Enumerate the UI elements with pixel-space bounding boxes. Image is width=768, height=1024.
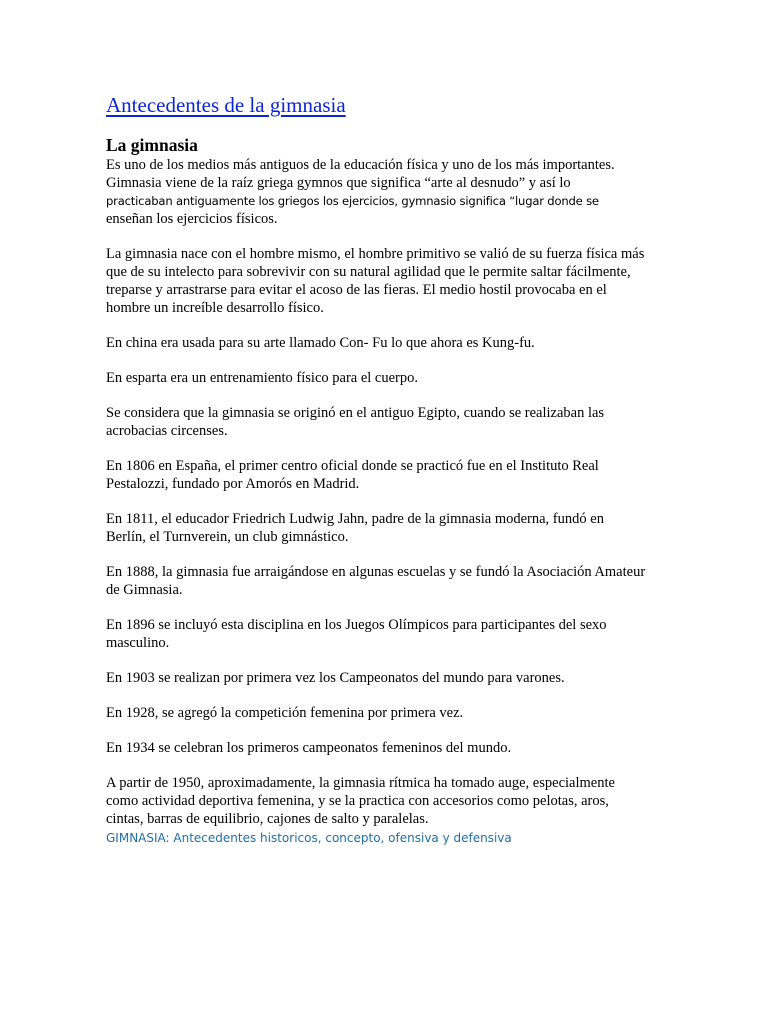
- page-title: [106, 92, 646, 118]
- title-link[interactable]: Antecedentes de la gimnasia: [106, 93, 346, 117]
- paragraph-1811: En 1811, el educador Friedrich Ludwig Jahn, padre de la gimnasia moderna, fundó en Berlín, el Turnverein, un club gimnástico.: [106, 511, 604, 545]
- paragraph-esparta: En esparta era un entrenamiento físico para el cuerpo.: [106, 370, 419, 386]
- section-heading: La gimnasia: [106, 135, 198, 155]
- paragraph-egipto: Se considera que la gimnasia se originó en el antiguo Egipto, cuando se realizaban las acrobacias circenses.: [106, 405, 605, 439]
- paragraph-1806: En 1806 en España, el primer centro oficial donde se practicó fue en el Instituto Real Pestalozzi, fundado por Amorós en Madrid.: [106, 458, 599, 492]
- paragraph-1903: En 1903 se realizan por primera vez los Campeonatos del mundo para varones.: [106, 670, 565, 686]
- paragraph-origins: La gimnasia nace con el hombre mismo, el hombre primitivo se valió de su fuerza física más que de su intelecto para sobrevivir con su natural agilidad que le permite saltar fácilmente, treparse y arrastrarse para evitar el acoso de las fieras. El medio hostil provocaba en el hombre un increíble desarrollo físico.: [106, 246, 645, 316]
- footer-link[interactable]: GIMNASIA: Antecedentes historicos, concepto, ofensiva y defensiva: [106, 831, 512, 845]
- paragraph-1934: En 1934 se celebran los primeros campeonatos femeninos del mundo.: [106, 740, 512, 756]
- paragraph-1928: En 1928, se agregó la competición femenina por primera vez.: [106, 705, 464, 721]
- paragraph-1950: A partir de 1950, aproximadamente, la gimnasia rítmica ha tomado auge, especialmente como actividad deportiva femenina, y se la practica con accesorios como pelotas, aros, cintas, barras de equilibrio, cajones de salto y paralelas.: [106, 775, 615, 827]
- intro-line-3: practicaban antiguamente los griegos los ejercicios, gymnasio significa “lugar donde se: [106, 194, 599, 208]
- paragraph-china: En china era usada para su arte llamado Con- Fu lo que ahora es Kung-fu.: [106, 335, 535, 351]
- document-body: [106, 92, 646, 846]
- intro-line-1: Es uno de los medios más antiguos de la educación física y uno de los más importantes.: [106, 157, 615, 173]
- intro-line-4: enseñan los ejercicios físicos.: [106, 211, 278, 227]
- paragraph-1888: En 1888, la gimnasia fue arraigándose en algunas escuelas y se fundó la Asociación Amateur de Gimnasia.: [106, 564, 646, 598]
- intro-paragraph: [106, 156, 646, 228]
- intro-line-2: Gimnasia viene de la raíz griega gymnos que significa “arte al desnudo” y así lo: [106, 175, 571, 191]
- paragraph-1896: En 1896 se incluyó esta disciplina en los Juegos Olímpicos para participantes del sexo masculino.: [106, 617, 607, 651]
